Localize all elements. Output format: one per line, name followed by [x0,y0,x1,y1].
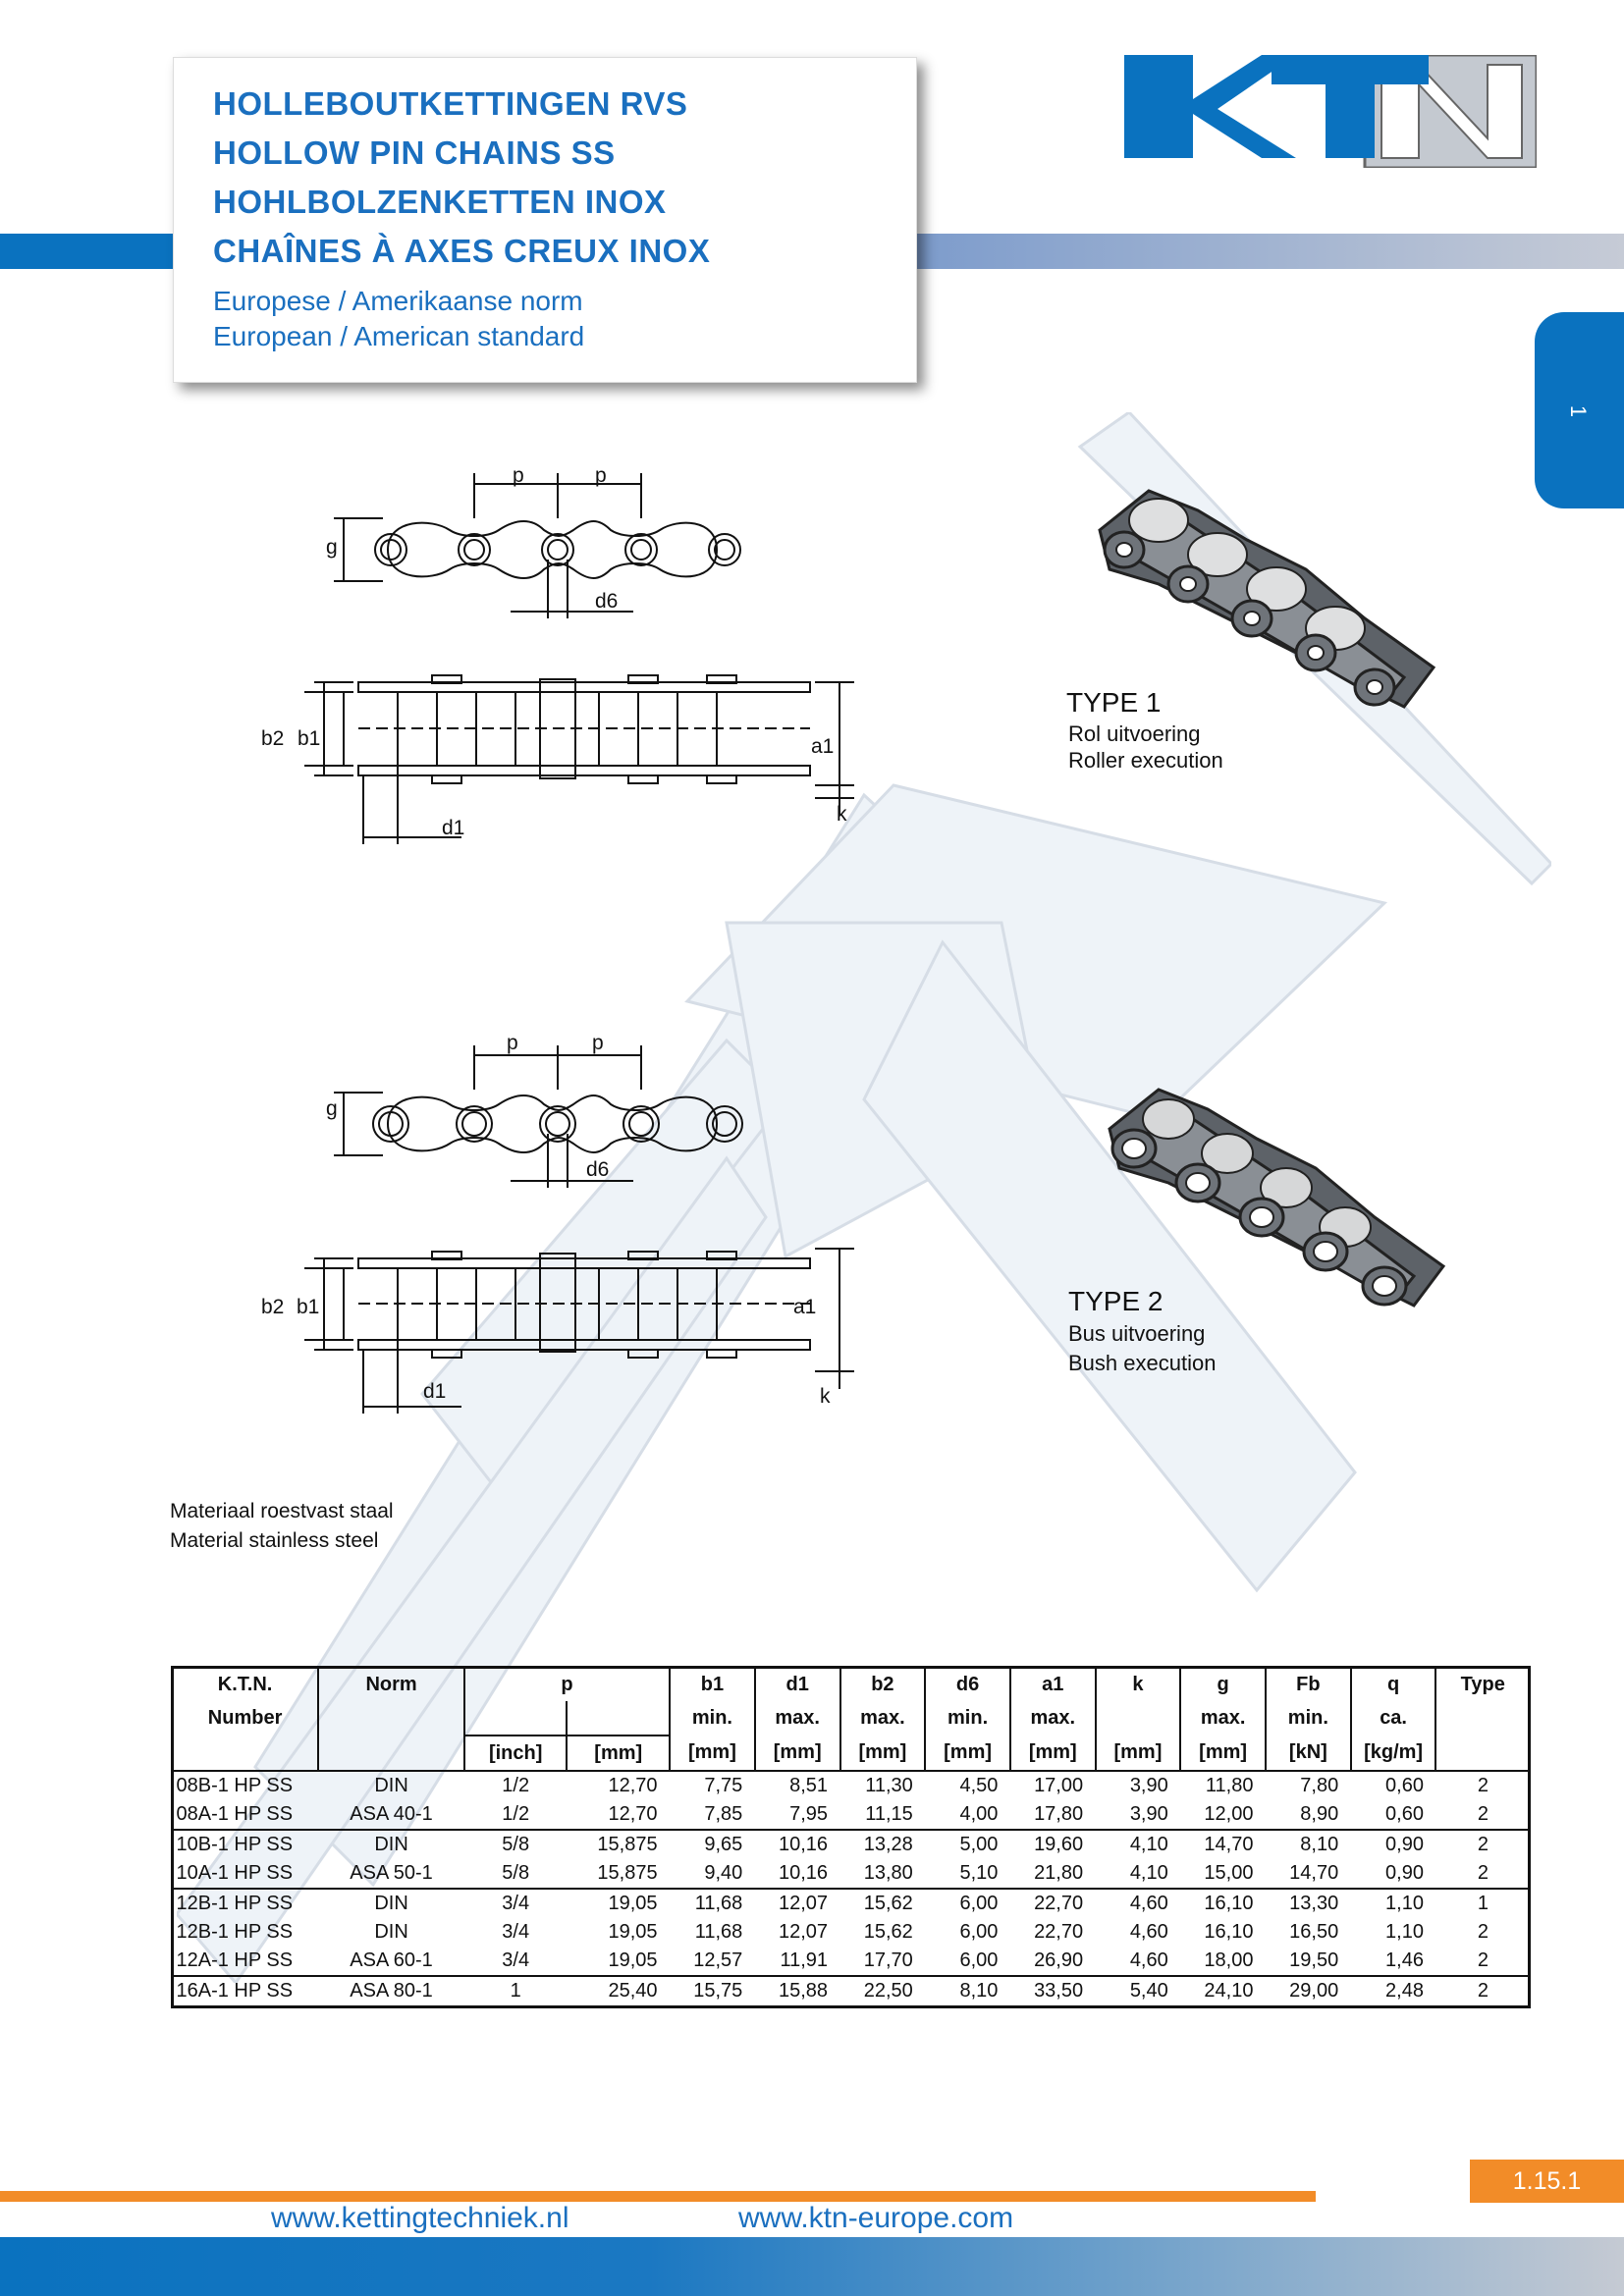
table-cell: 10,16 [778,1862,829,1884]
table-cell: 24,10 [1180,1976,1266,2005]
th-b1-q: min. [670,1701,755,1735]
table-cell: DIN [318,1889,464,1918]
table-cell: 15,875 [567,1830,670,1859]
table-cell: 19,60 [1010,1830,1096,1859]
table-cell: 19,50 [1289,1949,1339,1971]
spec-table [171,1666,1531,2005]
table-cell: 12B-1 HP SS [172,1889,318,1918]
th-q-q: ca. [1351,1701,1436,1735]
material-en: Material stainless steel [170,1529,379,1552]
table-cell: 16A-1 HP SS [172,1976,318,2005]
table-cell: 12A-1 HP SS [176,1949,294,1971]
table-cell: ASA 40-1 [350,1803,433,1825]
chain-drawing-type1 [304,452,874,844]
th-g-u: [mm] [1180,1735,1266,1771]
table-cell: 17,00 [1010,1771,1096,1800]
th-b2-u: [mm] [840,1735,926,1771]
header-stripe-right [913,234,1624,269]
th-q-u: [kg/m] [1351,1735,1436,1771]
table-cell: 2 [1477,1862,1489,1884]
table-cell: 15,875 [597,1862,658,1884]
table-cell: DIN [318,1830,464,1859]
table-cell: 8,90 [1300,1803,1339,1825]
table-cell: 11,91 [780,1949,829,1971]
table-cell: 7,85 [704,1803,743,1825]
table-cell: 2 [1477,1921,1489,1943]
table-cell: 0,60 [1385,1803,1424,1825]
table-cell: 3/4 [502,1921,530,1943]
table-cell: 4,10 [1129,1862,1168,1884]
th-fb: Fb [1266,1667,1351,1701]
th-d6-q: min. [925,1701,1010,1735]
table-cell: 12B-1 HP SS [176,1921,294,1943]
table-cell: 11,68 [694,1921,743,1943]
table-cell: 6,00 [959,1921,999,1943]
table-cell: 11,80 [1180,1771,1266,1800]
table-cell: 18,00 [1204,1949,1254,1971]
th-k-u: [mm] [1096,1735,1181,1771]
dim-a1-2: a1 [793,1296,817,1318]
type2-line-en: Bush execution [1068,1351,1217,1375]
table-cell: 4,00 [959,1803,999,1825]
table-cell: 1 [1435,1889,1530,1918]
th-a1-u: [mm] [1010,1735,1096,1771]
table-cell: 16,10 [1180,1889,1266,1918]
table-cell: 5/8 [464,1830,567,1859]
dim-p-4: p [592,1032,604,1054]
footer-band [0,2237,1624,2296]
th-a1: a1 [1010,1667,1096,1701]
table-cell: ASA 80-1 [318,1976,464,2005]
table-cell: 2 [1477,1803,1489,1825]
table-cell: 5,40 [1096,1976,1181,2005]
table-cell: 25,40 [567,1976,670,2005]
table-row [172,1947,1530,1976]
type2-title: TYPE 2 [1068,1286,1164,1316]
table-cell: 9,40 [704,1862,743,1884]
table-row [172,1859,1530,1889]
dim-k: k [837,803,847,826]
table-cell: 4,60 [1129,1949,1168,1971]
chapter-number: 1 [1566,404,1592,418]
table-cell: 3/4 [502,1949,530,1971]
table-cell: 2 [1435,1976,1530,2005]
table-cell: 1,10 [1385,1921,1424,1943]
title-fr: CHAÎNES À AXES CREUX INOX [213,233,711,269]
table-cell: 12,07 [778,1921,829,1943]
table-cell: 19,05 [608,1949,658,1971]
table-cell: 2,48 [1351,1976,1436,2005]
table-cell: 08A-1 HP SS [176,1803,294,1825]
ktn-logo [1124,55,1537,168]
chain-render-type2 [1090,1070,1463,1315]
th-d1-q: max. [755,1701,840,1735]
table-cell: 14,70 [1180,1830,1266,1859]
th-d6-u: [mm] [925,1735,1010,1771]
subtitle-nl: Europese / Amerikaanse norm [213,286,583,316]
table-cell: 12,57 [693,1949,743,1971]
table-cell: 1/2 [464,1771,567,1800]
table-cell: DIN [318,1771,464,1800]
th-d1-u: [mm] [755,1735,840,1771]
table-cell: 13,80 [863,1862,913,1884]
th-d6: d6 [925,1667,1010,1701]
th-p-inch: [inch] [464,1735,567,1771]
table-cell: 2 [1477,1949,1489,1971]
title-de: HOHLBOLZENKETTEN INOX [213,184,667,220]
table-cell: 2 [1435,1830,1530,1859]
table-cell: 16,50 [1289,1921,1339,1943]
dim-b2-2: b2 [261,1296,285,1318]
table-cell: 12,70 [567,1771,670,1800]
table-cell: 1/2 [502,1803,530,1825]
footer-orange-line [0,2191,1316,2202]
th-norm: Norm [318,1667,464,1701]
table-cell: 12,07 [755,1889,840,1918]
dim-p-3: p [507,1032,518,1054]
type2-line-nl: Bus uitvoering [1068,1321,1206,1346]
table-cell: 14,70 [1289,1862,1339,1884]
table-cell: 4,10 [1096,1830,1181,1859]
th-d1: d1 [755,1667,840,1701]
table-cell: ASA 60-1 [350,1949,433,1971]
table-cell: 33,50 [1010,1976,1096,2005]
table-cell: 19,05 [567,1889,670,1918]
table-cell: 0,60 [1351,1771,1436,1800]
dim-a1: a1 [811,735,835,758]
th-a1-q: max. [1010,1701,1096,1735]
th-b2: b2 [840,1667,926,1701]
table-cell: 12,70 [608,1803,658,1825]
th-b2-q: max. [840,1701,926,1735]
th-p: p [464,1667,670,1701]
chapter-tab [1535,312,1624,508]
table-row [172,1771,1530,1800]
table-cell: 15,75 [670,1976,755,2005]
dim-k-2: k [820,1385,831,1408]
table-row [172,1889,1530,1918]
table-cell: 26,90 [1034,1949,1084,1971]
title-box [173,57,917,383]
table-cell: 21,80 [1034,1862,1084,1884]
th-number: Number [172,1701,318,1735]
dim-d1-2: d1 [423,1380,447,1403]
dim-p-2: p [595,464,607,487]
title-en: HOLLOW PIN CHAINS SS [213,134,616,171]
th-q: q [1351,1667,1436,1701]
table-cell: 15,00 [1204,1862,1254,1884]
chain-render-type1 [1080,471,1453,717]
table-cell: 4,60 [1129,1921,1168,1943]
th-p-mm: [mm] [567,1735,670,1771]
table-cell: 6,00 [959,1949,999,1971]
table-cell: 6,00 [925,1889,1010,1918]
table-cell: 5,10 [959,1862,999,1884]
table-cell: 29,00 [1266,1976,1351,2005]
title-nl: HOLLEBOUTKETTINGEN RVS [213,85,688,122]
page-number: 1.15.1 [1470,2160,1624,2203]
header-stripe-left [0,234,196,269]
type1-line-nl: Rol uitvoering [1068,721,1201,746]
table-row [172,1918,1530,1947]
th-b1-u: [mm] [670,1735,755,1771]
material-nl: Materiaal roestvast staal [170,1500,394,1522]
table-cell: 8,51 [755,1771,840,1800]
th-ktn: K.T.N. [172,1667,318,1701]
type1-line-en: Roller execution [1068,748,1223,773]
dim-g-2: g [326,1097,338,1120]
table-cell: 13,28 [840,1830,926,1859]
th-g-q: max. [1180,1701,1266,1735]
table-cell: 1,46 [1385,1949,1424,1971]
table-cell: 1,10 [1351,1889,1436,1918]
table-cell: 9,65 [670,1830,755,1859]
subtitle-en: European / American standard [213,321,585,351]
th-b1: b1 [670,1667,755,1701]
th-fb-u: [kN] [1266,1735,1351,1771]
th-k: k [1096,1667,1181,1701]
table-row [172,1800,1530,1830]
table-cell: 12,00 [1204,1803,1254,1825]
table-cell: 2 [1435,1771,1530,1800]
table-cell: DIN [374,1921,408,1943]
dim-d6-2: d6 [586,1158,610,1181]
dim-d6: d6 [595,590,619,613]
dim-g: g [326,536,338,559]
table-cell: 15,62 [840,1889,926,1918]
table-cell: 10B-1 HP SS [172,1830,318,1859]
table-cell: 4,60 [1096,1889,1181,1918]
table-cell: ASA 50-1 [350,1862,433,1884]
table-cell: 22,70 [1034,1921,1084,1943]
table-cell: 3,90 [1129,1803,1168,1825]
table-cell: 22,50 [840,1976,926,2005]
type1-title: TYPE 1 [1066,687,1162,718]
table-cell: 10A-1 HP SS [176,1862,294,1884]
table-cell: 0,90 [1385,1862,1424,1884]
dim-d1: d1 [442,817,465,839]
chain-drawing-type2 [304,1026,874,1418]
table-cell: 22,70 [1010,1889,1096,1918]
th-type: Type [1435,1667,1530,1701]
th-fb-q: min. [1266,1701,1351,1735]
url-kettingtechniek[interactable]: www.kettingtechniek.nl [271,2202,569,2234]
table-cell: 4,50 [925,1771,1010,1800]
table-row [172,1976,1530,2005]
table-row [172,1830,1530,1859]
table-cell: 16,10 [1204,1921,1254,1943]
table-cell: 5/8 [502,1862,530,1884]
table-cell: 1 [464,1976,567,2005]
table-cell: 3/4 [464,1889,567,1918]
table-cell: 11,68 [670,1889,755,1918]
table-cell: 11,30 [840,1771,926,1800]
table-cell: 10,16 [755,1830,840,1859]
th-g: g [1180,1667,1266,1701]
table-cell: 08B-1 HP SS [172,1771,318,1800]
table-cell: 8,10 [1266,1830,1351,1859]
table-cell: 3,90 [1096,1771,1181,1800]
table-cell: 7,80 [1266,1771,1351,1800]
table-cell: 15,62 [863,1921,913,1943]
table-cell: 8,10 [925,1976,1010,2005]
table-cell: 11,15 [865,1803,913,1825]
dim-p-1: p [513,464,524,487]
table-cell: 13,30 [1266,1889,1351,1918]
table-cell: 7,75 [670,1771,755,1800]
table-cell: 15,88 [755,1976,840,2005]
table-cell: 17,70 [863,1949,913,1971]
table-cell: 0,90 [1351,1830,1436,1859]
dim-b1: b1 [298,727,321,750]
url-ktn-europe[interactable]: www.ktn-europe.com [738,2202,1014,2234]
table-cell: 19,05 [608,1921,658,1943]
dim-b1-2: b1 [297,1296,320,1318]
table-cell: 7,95 [789,1803,829,1825]
dim-b2: b2 [261,727,285,750]
table-cell: 17,80 [1034,1803,1084,1825]
table-cell: 5,00 [925,1830,1010,1859]
